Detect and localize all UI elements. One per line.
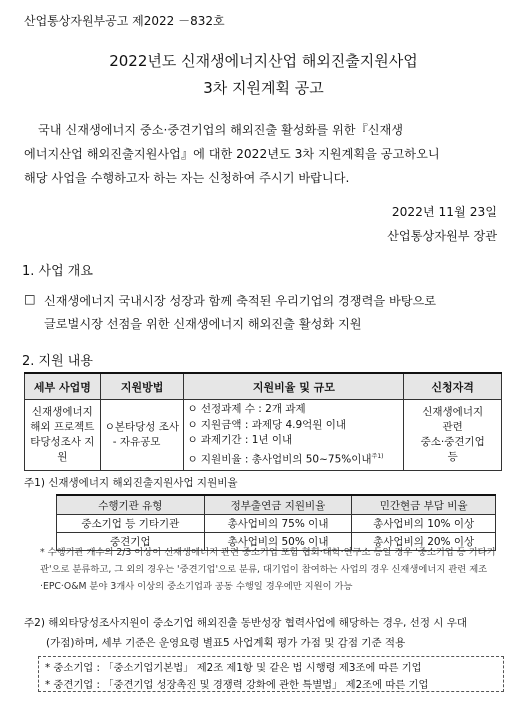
note-1-title: 주1) 신재생에너지 해외진출지원사업 지원비율 [24,477,238,489]
ratio-cell: 총사업비의 75% 이내 [204,515,352,533]
support-content-table [24,372,502,471]
table-row [57,515,496,533]
ratio-header: 수행기관 유형 [57,495,205,515]
method-cell [100,400,184,471]
section-1-heading: 1. 사업 개요 [22,264,93,279]
eligibility-line: 신재생에너지 [422,405,484,418]
definition-sme: * 중소기업 : 「중소기업기본법」 제2조 제1항 및 같은 법 시행령 제3조에 따른 기업 [45,662,422,674]
method-line: - 자유공모 [112,435,161,448]
method-line: ㅇ본타당성 조사 [104,420,180,433]
scale-ratio-text: ㅇ 지원비율 : 총사업비의 50~75%이내 [187,453,372,465]
overview-line-2: 글로벌시장 선점을 위한 신재생에너지 해외진출 활성화 지원 [44,317,362,331]
note-1-footnote: * 수행기관 개수의 2/3 이상이 신재생에너지 관련 중소기업 포함 협회·대학·연구소 등일 경우 '중소기업 등 기타기관'으로 분류하고, 그 외의 경우는 '중견기업'으로 분류, 대기업이 참여하는 사업의 경우 신재생에너지 관련 제조·EPC·O&M 분야 3개사 이상의 중소기업과 공동 수행일 경우에만 지원이 가능 [40,547,496,592]
ratio-cell: 중소기업 등 기타기관 [57,515,205,533]
ratio-header: 정부출연금 지원비율 [204,495,352,515]
scale-cell [184,400,404,471]
header-scale: 지원비율 및 규모 [184,373,404,400]
ratio-header: 민간현금 부담 비율 [352,495,496,515]
overview-line-1: 신재생에너지 국내시장 성장과 함께 축적된 우리기업의 경쟁력을 바탕으로 [44,294,437,308]
footnote-ref: 주1) [371,452,384,460]
support-ratio-table [56,494,496,551]
ratio-cell: 총사업비의 10% 이상 [352,515,496,533]
header-method: 지원방법 [100,373,184,400]
scale-line: ㅇ 선정과제 수 : 2개 과제 [187,403,306,415]
ratio-cell: 총사업비의 20% 이상 [352,533,496,551]
project-line: 신재생에너지 [31,405,93,418]
scale-line: ㅇ 지원금액 : 과제당 4.9억원 이내 [187,418,347,431]
definition-midsize: * 중견기업 : 「중견기업 성장촉진 및 경쟁력 강화에 관한 특별법」 제2조에 따른 기업 [45,679,429,691]
ratio-cell: 총사업비의 50% 이내 [204,533,352,551]
page-title: 2022년도 신재생에너지산업 해외진출지원사업 [109,52,418,70]
intro-line-2: 에너지산업 해외진출지원사업』에 대한 2022년도 3차 지원계획을 공고하오니 [24,147,440,161]
announcement-date: 2022년 11월 23일 [391,205,497,219]
eligibility-line: 중소·중견기업 [420,435,485,448]
project-line: 타당성조사 지원 [30,435,95,463]
eligibility-line: 관련 [442,420,463,433]
scale-line [187,449,400,468]
eligibility-cell [404,400,502,471]
definition-box [38,656,504,692]
intro-line-3: 해당 사업을 수행하고자 하는 자는 신청하여 주시기 바랍니다. [24,171,350,185]
page-subtitle: 3차 지원계획 공고 [203,79,324,97]
scale-line: ㅇ 과제기간 : 1년 이내 [187,434,293,446]
note-2-line-2: (가점)하며, 세부 기준은 운영요령 별표5 사업계획 평가 가점 및 감점 기준 적용 [46,637,406,649]
section-2-heading: 2. 지원 내용 [22,354,93,369]
document-number: 산업통상자원부공고 제2022 －832호 [24,14,225,28]
intro-line-1: 국내 신재생에너지 중소·중견기업의 해외진출 활성화를 위한『신재생 [38,123,404,137]
note-2-line-1: 주2) 해외타당성조사지원이 중소기업 해외진출 동반성장 협력사업에 해당하는 경우, 선정 시 우대 [24,617,468,629]
ratio-cell: 중견기업 [57,533,205,551]
header-eligibility: 신청자격 [404,373,502,400]
header-project: 세부 사업명 [25,373,101,400]
bullet-square: □ [24,292,36,306]
project-cell [25,400,101,471]
project-line: 해외 프로젝트 [30,420,95,433]
issuing-organization: 산업통상자원부 장관 [387,229,497,243]
eligibility-line: 등 [447,450,458,463]
